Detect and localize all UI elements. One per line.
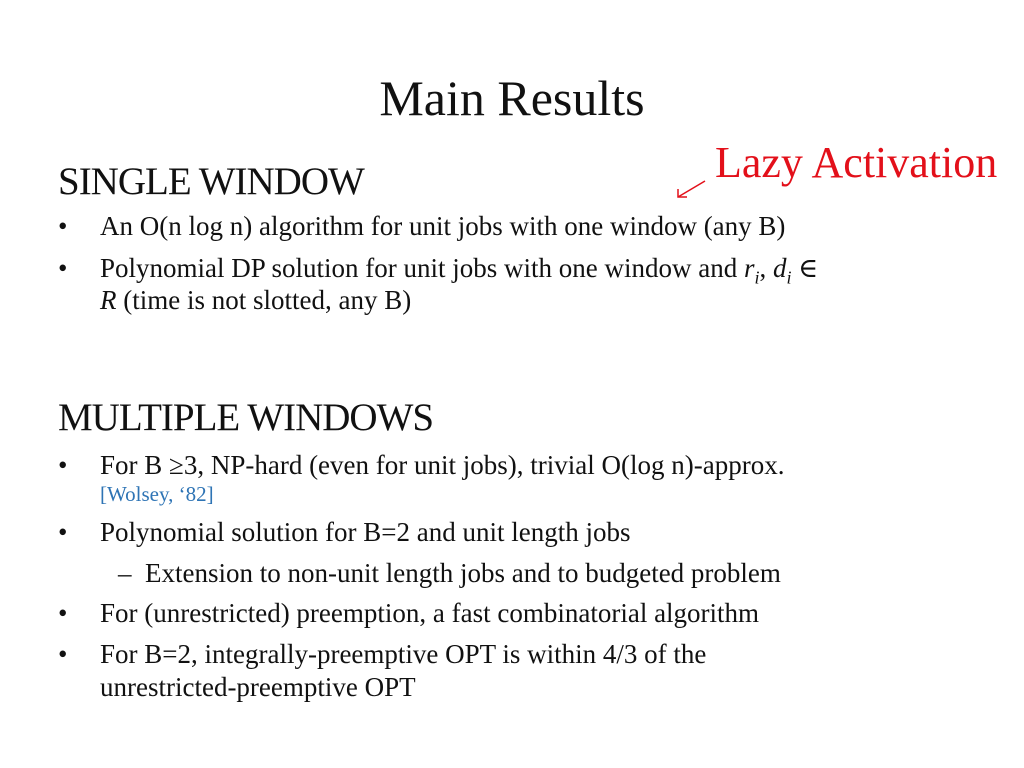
- item-text: Polynomial DP solution for unit jobs with one window and: [100, 253, 744, 283]
- section-heading-multiple-windows: MULTIPLE WINDOWS: [58, 396, 434, 439]
- citation-link[interactable]: [Wolsey, ‘82]: [100, 482, 214, 506]
- list-item: For B=2, integrally-preemptive OPT is within 4/3 of the: [100, 639, 707, 669]
- math-d: d: [773, 253, 787, 283]
- lazy-activation-annotation: Lazy Activation: [715, 138, 998, 187]
- sub-bullet-icon: –: [118, 558, 132, 588]
- sub-list-item: Extension to non-unit length jobs and to budgeted problem: [145, 558, 781, 588]
- arrow-icon: [674, 178, 708, 200]
- bullet-icon: •: [58, 517, 68, 547]
- bullet-icon: •: [58, 450, 68, 480]
- list-item-continuation: unrestricted-preemptive OPT: [100, 672, 416, 702]
- slide-title: Main Results: [379, 70, 645, 126]
- bullet-icon: •: [58, 598, 68, 628]
- math-sep: ,: [759, 253, 774, 283]
- list-item: An O(n log n) algorithm for unit jobs with one window (any B): [100, 211, 786, 241]
- math-sub: i: [754, 267, 760, 288]
- list-item-continuation: [100, 284, 411, 316]
- math-R: R: [100, 285, 117, 315]
- list-item: Polynomial solution for B=2 and unit length jobs: [100, 517, 631, 547]
- section-heading-single-window: SINGLE WINDOW: [58, 160, 364, 203]
- math-element-of: ∈: [791, 253, 819, 283]
- bullet-icon: •: [58, 253, 68, 283]
- list-item: For B ≥3, NP-hard (even for unit jobs), trivial O(log n)-approx.: [100, 450, 785, 480]
- math-r: r: [744, 253, 755, 283]
- bullet-icon: •: [58, 639, 68, 669]
- list-item: For (unrestricted) preemption, a fast combinatorial algorithm: [100, 598, 760, 628]
- item-text: (time is not slotted, any B): [116, 285, 412, 315]
- bullet-icon: •: [58, 211, 68, 241]
- math-sub: i: [786, 267, 792, 288]
